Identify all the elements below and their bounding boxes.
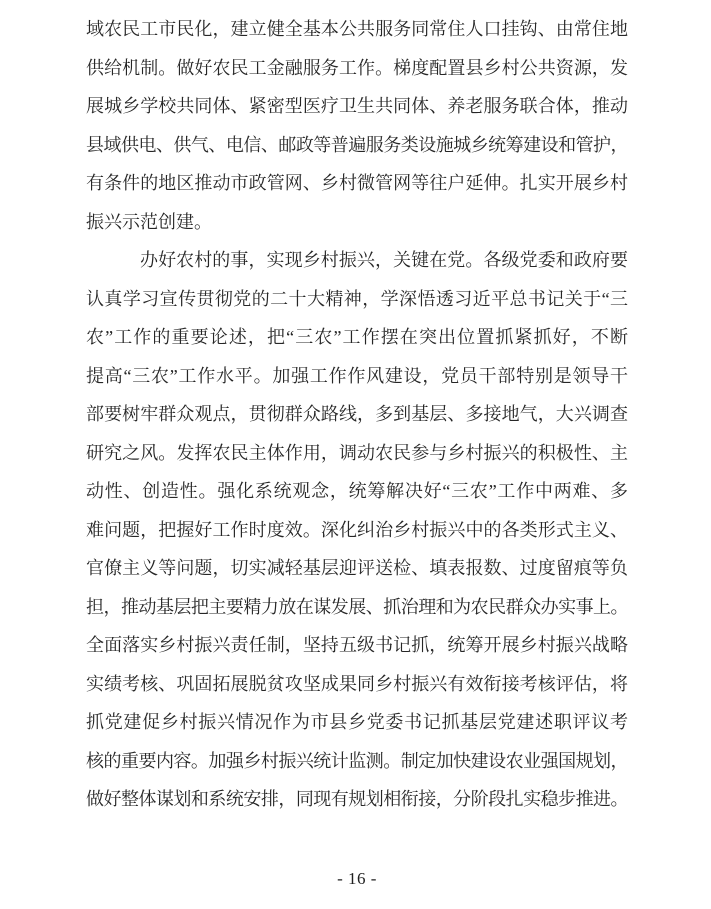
text-line: 担，推动基层把主要精力放在谋发展、抓治理和为农民群众办实事上。 — [86, 596, 628, 617]
text-line: 农”工作的重要论述，把“三农”工作摆在突出位置抓紧抓好，不断 — [86, 327, 628, 347]
text-line: 核的重要内容。加强乡村振兴统计监测。制定加快建设农业强国规划， — [86, 750, 628, 771]
text-line: 供给机制。做好农民工金融服务工作。梯度配置县乡村公共资源，发 — [86, 57, 628, 78]
text-line: 官僚主义等问题，切实减轻基层迎评送检、填表报数、过度留痕等负 — [86, 558, 628, 578]
text-line: 动性、创造性。强化系统观念，统筹解决好“三农”工作中两难、多 — [86, 481, 628, 501]
text-line: 做好整体谋划和系统安排，同现有规划相衔接，分阶段扎实稳步推进。 — [86, 789, 628, 809]
text-line: 有条件的地区推动市政管网、乡村微管网等往户延伸。扎实开展乡村 — [86, 173, 628, 193]
document-body — [86, 0, 628, 819]
text-line: 实绩考核、巩固拓展脱贫攻坚成果同乡村振兴有效衔接考核评估，将 — [86, 673, 628, 694]
text-line: 县域供电、供气、电信、邮政等普遍服务类设施城乡统筹建设和管护， — [86, 134, 628, 155]
text-line: 部要树牢群众观点，贯彻群众路线，多到基层、多接地气，大兴调查 — [86, 404, 628, 424]
page-number: - 16 - — [337, 868, 377, 888]
paragraph — [86, 241, 628, 819]
text-line: 认真学习宣传贯彻党的二十大精神，学深悟透习近平总书记关于“三 — [86, 288, 628, 309]
text-line: 展城乡学校共同体、紧密型医疗卫生共同体、养老服务联合体，推动 — [86, 96, 628, 116]
text-line: 抓党建促乡村振兴情况作为市县乡党委书记抓基层党建述职评议考 — [86, 712, 628, 732]
text-line: 全面落实乡村振兴责任制，坚持五级书记抓，统筹开展乡村振兴战略 — [86, 635, 628, 655]
text-line: 研究之风。发挥农民主体作用，调动农民参与乡村振兴的积极性、主 — [86, 442, 628, 463]
text-line: 振兴示范创建。 — [86, 211, 212, 232]
text-line: 提高“三农”工作水平。加强工作作风建设，党员干部特别是领导干 — [86, 365, 628, 386]
text-line: 办好农村的事，实现乡村振兴，关键在党。各级党委和政府要 — [140, 250, 628, 270]
text-line: 难问题，把握好工作时度效。深化纠治乡村振兴中的各类形式主义、 — [86, 519, 628, 540]
text-line: 域农民工市民化，建立健全基本公共服务同常住人口挂钩、由常住地 — [86, 19, 628, 39]
paragraph — [86, 10, 628, 241]
